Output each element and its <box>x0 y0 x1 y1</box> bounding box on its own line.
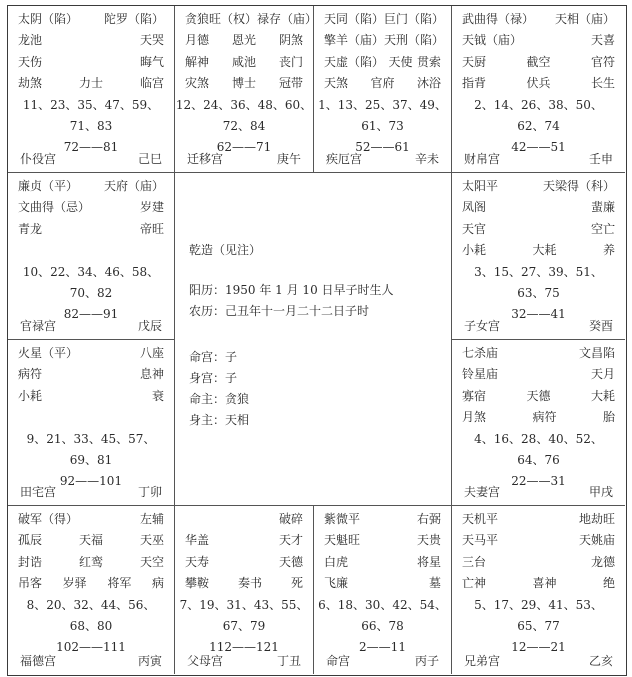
star-row <box>452 73 625 94</box>
age-sequence: 68、80 <box>69 619 113 634</box>
star-row <box>8 73 174 94</box>
age-sequence: 8、20、32、44、56、 <box>26 597 156 612</box>
age-range: 102——111 <box>56 640 126 655</box>
star-label: 龙德 <box>590 554 615 569</box>
palace-ganzhi: 丙寅 <box>137 653 162 668</box>
palace-name: 子女宫 <box>464 318 501 333</box>
palace-zi <box>314 506 452 674</box>
age-range: 52——61 <box>355 140 410 155</box>
age-sequence: 69、81 <box>69 453 113 468</box>
palace-name: 财帛宫 <box>464 151 501 166</box>
star-label: 贪狼旺（权） <box>185 12 258 26</box>
star-label: 死 <box>290 576 303 591</box>
star-row <box>452 530 625 551</box>
star-label: 天刑（陷） <box>384 33 445 48</box>
palace-footer <box>175 149 313 170</box>
age-sequence: 70、82 <box>69 286 113 301</box>
star-row <box>175 509 313 530</box>
star-label: 墓 <box>428 576 441 591</box>
palace-chou <box>175 506 314 674</box>
star-row <box>175 573 313 594</box>
star-label: 天魁旺 <box>324 533 361 548</box>
ming-zhu: 命主：贪狼 <box>189 392 250 406</box>
star-label: 指背 <box>462 76 487 91</box>
star-label: 天空 <box>139 554 164 569</box>
star-row <box>8 364 174 385</box>
star-label: 左辅 <box>139 512 164 526</box>
star-row <box>8 219 174 240</box>
star-label: 养 <box>602 243 615 258</box>
star-label: 天伤 <box>18 54 43 69</box>
star-label: 咸池 <box>231 54 256 69</box>
star-label: 伏兵 <box>526 76 551 91</box>
palace-ganzhi: 己巳 <box>137 151 162 166</box>
palace-ganzhi: 丁卯 <box>137 484 162 499</box>
star-label: 天梁得（科） <box>542 179 615 193</box>
age-range: 112——121 <box>209 640 279 655</box>
star-row <box>8 530 174 551</box>
star-label: 亡神 <box>462 576 487 591</box>
age-sequence: 62、74 <box>517 119 560 134</box>
palace-footer <box>314 149 451 170</box>
ming-gong: 命宫：子 <box>189 350 238 364</box>
star-row <box>175 552 313 573</box>
star-label: 三台 <box>462 554 487 569</box>
age-sequence: 65、77 <box>517 619 560 634</box>
star-label: 白虎 <box>324 554 349 569</box>
star-label: 岁驿 <box>62 576 87 591</box>
star-row <box>314 9 451 30</box>
star-label: 武曲得（禄） <box>462 12 535 26</box>
star-row <box>8 343 174 364</box>
lunar-date: 农历：己丑年十一月二十二日子时 <box>189 304 370 318</box>
age-sequence: 12、24、36、48、60、 <box>175 97 313 112</box>
palace-hai <box>452 506 625 674</box>
star-label: 火星（平） <box>18 346 79 360</box>
star-label: 天喜 <box>590 33 615 48</box>
palace-footer <box>452 482 625 503</box>
star-label: 封诰 <box>18 554 43 569</box>
age-sequence: 4、16、28、40、52、 <box>474 431 603 446</box>
star-label: 天厨 <box>462 54 487 69</box>
star-label: 晦气 <box>139 54 164 69</box>
star-label: 息神 <box>139 367 164 382</box>
star-label: 官府 <box>370 76 395 91</box>
star-label: 长生 <box>590 76 615 91</box>
star-label: 解神 <box>185 54 210 69</box>
star-label: 八座 <box>139 346 164 360</box>
star-label: 龙池 <box>18 33 43 48</box>
star-row <box>452 30 625 51</box>
star-label: 天使 <box>388 54 413 69</box>
star-row <box>452 176 625 197</box>
star-row <box>314 552 451 573</box>
star-row <box>8 197 174 218</box>
palace-footer <box>8 651 174 672</box>
star-row <box>175 52 313 73</box>
star-label: 天德 <box>278 554 303 569</box>
star-label: 天德 <box>526 388 551 403</box>
palace-name: 命宫 <box>326 653 351 668</box>
star-label: 将星 <box>416 554 441 569</box>
star-label: 奏书 <box>237 576 262 591</box>
star-label: 天福 <box>78 533 103 548</box>
palace-name: 夫妻宫 <box>464 484 501 499</box>
palace-shen <box>452 6 625 173</box>
age-sequence: 66、78 <box>361 619 404 634</box>
star-row <box>175 30 313 51</box>
star-row <box>8 240 174 261</box>
star-label: 文曲得（忌） <box>18 200 91 215</box>
star-row <box>452 240 625 261</box>
age-range: 2——11 <box>359 640 406 655</box>
palace-xu <box>452 340 625 506</box>
age-sequence: 64、76 <box>517 453 560 468</box>
age-sequence: 71、83 <box>69 119 113 134</box>
star-row <box>175 73 313 94</box>
palace-footer <box>452 149 625 170</box>
star-label: 凤阁 <box>462 200 487 215</box>
star-row <box>314 30 451 51</box>
palace-name: 福德宫 <box>20 653 57 668</box>
palace-footer <box>8 149 174 170</box>
star-row <box>314 509 451 530</box>
star-label: 陀罗（陷） <box>103 12 164 26</box>
star-label: 天府（庙） <box>103 179 164 193</box>
star-label: 破军（得） <box>18 512 79 526</box>
star-row <box>452 407 625 428</box>
palace-name: 兄弟宫 <box>464 653 501 668</box>
star-row <box>452 52 625 73</box>
star-row <box>452 9 625 30</box>
star-row <box>8 573 174 594</box>
age-sequence: 7、19、31、43、55、 <box>179 597 309 612</box>
palace-wu <box>175 6 318 173</box>
star-label: 天同（陷） <box>324 12 385 26</box>
star-row <box>8 176 174 197</box>
solar-date: 阳历：1950 年 1 月 10 日早子时生人 <box>189 283 394 297</box>
palace-ganzhi: 丙子 <box>414 653 439 668</box>
palace-footer <box>8 482 174 503</box>
age-sequence: 6、18、30、42、54、 <box>318 597 447 612</box>
star-label: 文昌陷 <box>578 346 615 360</box>
star-label: 天官 <box>462 221 487 236</box>
star-row <box>175 530 313 551</box>
age-sequence: 63、75 <box>517 286 560 301</box>
star-label: 冠带 <box>278 76 303 91</box>
star-label: 吊客 <box>18 576 43 591</box>
center-info-panel <box>175 173 452 506</box>
star-label: 恩光 <box>231 33 256 48</box>
star-label: 攀鞍 <box>185 576 210 591</box>
star-label: 截空 <box>526 54 551 69</box>
palace-ganzhi: 甲戌 <box>588 484 613 499</box>
palace-ganzhi: 癸酉 <box>588 318 613 333</box>
palace-ganzhi: 丁丑 <box>276 653 301 668</box>
palace-ganzhi: 辛未 <box>414 151 439 166</box>
palace-ganzhi: 乙亥 <box>588 653 613 668</box>
star-label: 七杀庙 <box>462 346 499 360</box>
star-label: 蜚廉 <box>590 200 615 215</box>
age-range: 92——101 <box>59 474 123 489</box>
palace-chen <box>8 173 175 340</box>
star-label: 岁建 <box>139 200 164 215</box>
star-row <box>8 509 174 530</box>
star-label: 月德 <box>185 33 210 48</box>
palace-ganzhi: 戊辰 <box>137 318 162 333</box>
star-label: 天才 <box>278 533 303 548</box>
palace-name: 父母宫 <box>187 653 224 668</box>
star-row <box>8 30 174 51</box>
star-label: 紫微平 <box>324 512 361 526</box>
star-label: 将军 <box>107 576 132 591</box>
star-label: 华盖 <box>185 533 210 548</box>
star-label: 天钺（庙） <box>462 33 523 48</box>
star-label: 天相（庙） <box>554 12 615 26</box>
star-label: 天马平 <box>462 533 499 548</box>
shen-gong: 身宫：子 <box>189 371 238 385</box>
star-row <box>452 197 625 218</box>
star-label: 地劫旺 <box>578 512 615 526</box>
star-label: 力士 <box>78 76 103 91</box>
star-label: 孤辰 <box>18 533 43 548</box>
star-label: 小耗 <box>18 388 43 403</box>
age-range: 22——31 <box>511 474 566 489</box>
star-label: 官符 <box>590 54 615 69</box>
star-row <box>452 364 625 385</box>
star-label: 铃星庙 <box>462 367 499 382</box>
star-label: 青龙 <box>18 221 43 236</box>
age-range: 62——71 <box>216 140 272 155</box>
star-label: 破碎 <box>278 512 303 526</box>
star-label: 擎羊（庙） <box>324 33 385 48</box>
star-label: 月煞 <box>462 410 487 425</box>
age-sequence: 2、14、26、38、50、 <box>474 97 603 112</box>
star-label: 空亡 <box>590 221 615 236</box>
star-label: 廉贞（平） <box>18 179 79 193</box>
star-label: 衰 <box>151 388 164 403</box>
star-label: 帝旺 <box>139 221 164 236</box>
star-label: 阴煞 <box>278 33 303 48</box>
star-label: 丧门 <box>278 54 303 69</box>
star-label: 禄存（庙） <box>257 12 318 26</box>
chart-title: 乾造（见注） <box>189 243 262 257</box>
star-row <box>314 573 451 594</box>
star-label: 太阳平 <box>462 179 499 193</box>
star-label: 病符 <box>18 367 43 382</box>
star-row <box>452 386 625 407</box>
star-label: 绝 <box>602 576 615 591</box>
age-sequence: 3、15、27、39、51、 <box>474 264 603 279</box>
palace-mao <box>8 340 175 506</box>
star-row <box>8 552 174 573</box>
age-sequence: 9、21、33、45、57、 <box>26 431 156 446</box>
palace-yin <box>8 506 175 674</box>
shen-zhu: 身主：天相 <box>189 413 250 427</box>
star-row <box>452 219 625 240</box>
star-label: 临宫 <box>139 76 164 91</box>
star-label: 天虚（陷） <box>324 54 385 69</box>
age-sequence: 72、84 <box>222 119 266 134</box>
star-row <box>452 343 625 364</box>
star-row <box>452 509 625 530</box>
palace-footer <box>8 316 174 337</box>
palace-name: 官禄宫 <box>20 318 57 333</box>
age-range: 72——81 <box>63 140 119 155</box>
star-label: 天哭 <box>139 33 164 48</box>
star-label: 贯索 <box>416 54 441 69</box>
star-label: 太阴（陷） <box>18 12 79 26</box>
star-label: 博士 <box>231 76 256 91</box>
star-row <box>175 9 318 30</box>
star-label: 红鸾 <box>78 554 103 569</box>
star-label: 天贵 <box>416 533 441 548</box>
star-label: 巨门（陷） <box>384 12 445 26</box>
palace-name: 疾厄宫 <box>326 151 363 166</box>
palace-footer <box>314 651 451 672</box>
palace-wei <box>314 6 452 173</box>
star-label: 寡宿 <box>462 388 487 403</box>
palace-ganzhi: 庚午 <box>276 151 301 166</box>
age-sequence: 1、13、25、37、49、 <box>318 97 447 112</box>
star-row <box>8 52 174 73</box>
star-label: 灾煞 <box>185 76 210 91</box>
star-label: 喜神 <box>532 576 557 591</box>
age-range: 12——21 <box>511 640 566 655</box>
palace-footer <box>452 316 625 337</box>
star-row <box>8 386 174 407</box>
palace-ganzhi: 壬申 <box>588 151 613 166</box>
star-row <box>314 73 451 94</box>
age-range: 32——41 <box>511 307 566 322</box>
palace-you <box>452 173 625 340</box>
star-row <box>452 552 625 573</box>
star-label: 劫煞 <box>18 76 43 91</box>
palace-name: 仆役宫 <box>20 151 57 166</box>
star-label: 病符 <box>532 410 557 425</box>
age-sequence: 5、17、29、41、53、 <box>474 597 603 612</box>
star-label: 天机平 <box>462 512 499 526</box>
star-label: 小耗 <box>462 243 487 258</box>
star-label: 胎 <box>602 410 615 425</box>
age-sequence: 11、23、35、47、59、 <box>22 97 160 112</box>
star-label: 天巫 <box>139 533 164 548</box>
star-row <box>452 573 625 594</box>
star-row <box>8 9 174 30</box>
palace-si <box>8 6 175 173</box>
palace-footer <box>175 651 313 672</box>
star-label: 飞廉 <box>324 576 349 591</box>
star-label: 大耗 <box>590 388 615 403</box>
star-label: 天月 <box>590 367 615 382</box>
palace-name: 田宅宫 <box>20 484 57 499</box>
star-label: 右弼 <box>416 512 441 526</box>
palace-footer <box>452 651 625 672</box>
ziwei-chart <box>7 5 627 676</box>
age-range: 42——51 <box>511 140 566 155</box>
star-label: 天煞 <box>324 76 349 91</box>
age-sequence: 10、22、34、46、58、 <box>22 264 160 279</box>
star-label: 大耗 <box>532 243 557 258</box>
star-label: 沐浴 <box>416 76 441 91</box>
star-label: 天寿 <box>185 554 210 569</box>
star-row <box>8 407 174 428</box>
star-row <box>314 52 451 73</box>
age-sequence: 61、73 <box>361 119 404 134</box>
star-label: 天姚庙 <box>578 533 615 548</box>
star-row <box>314 530 451 551</box>
star-label: 病 <box>151 576 164 591</box>
age-sequence: 67、79 <box>222 619 266 634</box>
palace-name: 迁移宫 <box>187 151 224 166</box>
age-range: 82——91 <box>63 307 119 322</box>
